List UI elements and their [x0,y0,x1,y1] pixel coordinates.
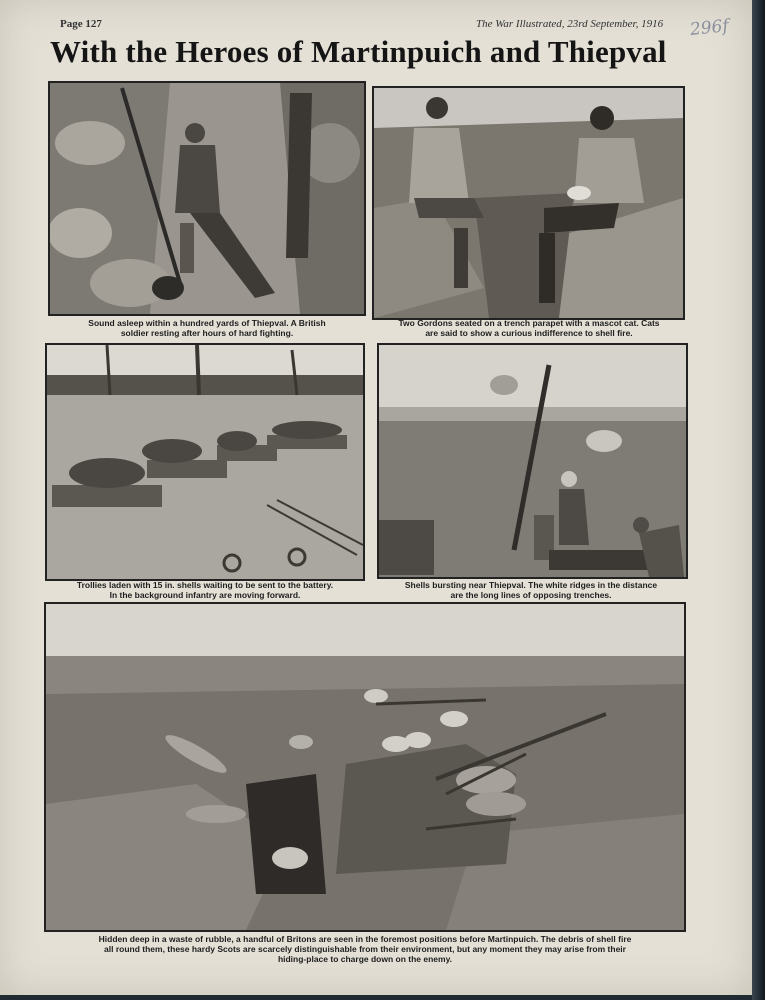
caption-line: Hidden deep in a waste of rubble, a handful of Britons are seen in the foremost positions before Martinpuich. The debris of shell fire [98,934,632,944]
caption-line: Two Gordons seated on a trench parapet with a mascot cat. Cats [398,318,660,328]
caption-line: Shells bursting near Thiepval. The white ridges in the distance [404,580,658,590]
caption-photo-3 [45,580,365,600]
caption-line: soldier resting after hours of hard fighting. [120,328,294,338]
photo-shells-bursting [377,343,688,579]
publication-line: The War Illustrated, 23rd September, 1916 [476,18,664,30]
photo-sleeping-soldier [48,81,366,316]
caption-line: Sound asleep within a hundred yards of Thiepval. A British [88,318,326,328]
page-edge-shadow [752,0,765,1000]
caption-photo-2 [370,318,688,338]
pencil-annotation: 296f [689,16,730,40]
caption-line: In the background infantry are moving forward. [109,590,301,600]
caption-photo-1 [48,318,366,338]
caption-line: all round them, these hardy Scots are scarcely distinguishable from their environment, but any moment they may arise from their [104,944,626,954]
page-title: With the Heroes of Martinpuich and Thiepval [50,34,667,69]
caption-line: hiding-place to charge down on the enemy. [277,954,453,964]
caption-line: Trollies laden with 15 in. shells waiting to be sent to the battery. [76,580,334,590]
page-number: Page 127 [60,18,102,30]
caption-photo-4 [372,580,690,600]
photo-soldiers-in-rubble [44,602,686,932]
caption-line: are said to show a curious indifference to shell fire. [425,328,633,338]
photo-two-gordons [372,86,685,320]
photo-trollies-shells [45,343,365,581]
caption-line: are the long lines of opposing trenches. [450,590,612,600]
caption-photo-5 [40,934,690,964]
